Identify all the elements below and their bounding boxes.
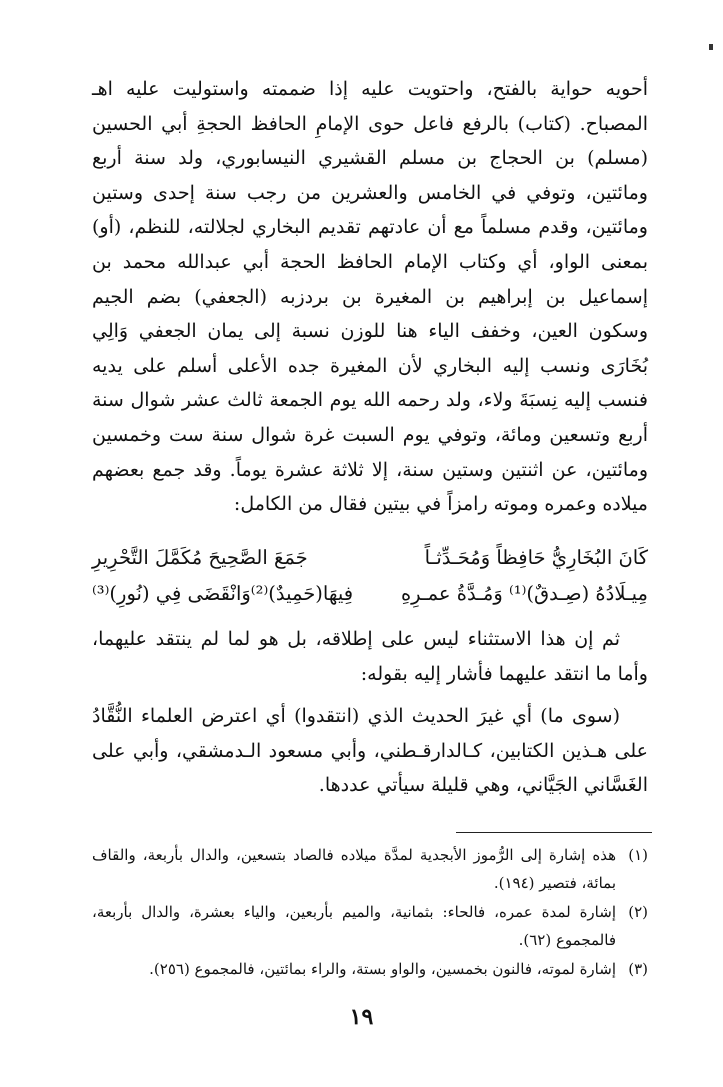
verse-line-1 <box>92 540 648 576</box>
verse-line-2 <box>92 576 648 612</box>
verse-2-second-hemistich: فِيهَا(حَمِيدٌ)⁽²⁾وَانْقَضَى فِي (نُورِ)⁽³⁾ <box>92 582 354 605</box>
footnote-2 <box>92 899 648 954</box>
main-paragraph: أحويه حواية بالفتح، واحتويت عليه إذا ضممته واستوليت عليه اهـ المصباح. (كتاب) بالرفع فاعل حوى الإمامِ الحافظ الحجةِ أبي الحسين (مسلم) بن الحجاج بن مسلم القشيري النيسابوري، ولد سنة أربع ومائتين، وتوفي في الخامس والعشرين من رجب سنة إحدى وستين ومائتين، وقدم مسلماً مع أن عادتهم تقديم البخاري لجلالته، للنظم، (أو) بمعنى الواو، أي وكتاب الإمام الحافظ الحجة أبي عبدالله محمد بن إسماعيل بن إبراهيم بن المغيرة بن بردزبه (الجعفي) بضم الجيم وسكون العين، وخفف الياء هنا للوزن نسبة إلى يمان الجعفي وَالِي بُخَارَى ونسب إليه البخاري لأن المغيرة جده الأعلى أسلم على يديه فنسب إليه نِسبَةَ ولاء، ولد رحمه الله يوم الجمعة ثالث عشر شوال سنة أربع وتسعين ومائة، وتوفي يوم السبت غرة شوال سنة ست وخمسين ومائتين، عن اثنتين وستين سنة، إلا ثلاثة عشرة يوماً. وقد جمع بعضهم ميلاده وعمره وموته رامزاً في بيتين فقال من الكامل: <box>92 78 648 516</box>
continuation-paragraph-2: (سوى ما) أي غيرَ الحديث الذي (انتقدوا) أي اعترض العلماء النُّقَّادُ على هـذين الكتابين، كـالدارقـطني، وأبي مسعود الـدمشقي، وأبي على الغَسَّاني الجَيَّاني، وهي قليلة سيأتي عددها. <box>92 705 648 797</box>
verse-2-first-hemistich: مِيـلَادُهُ (صِـدقٌ)⁽¹⁾ وَمُـدَّةُ عمـرِهِ <box>400 582 648 605</box>
page-edge-mark <box>709 44 713 50</box>
footnotes <box>92 842 648 986</box>
verse-1-second-hemistich: جَمَعَ الصَّحِيحَ مُكَمَّلَ التَّحْرِيرِ <box>92 546 308 569</box>
footnote-2-text: إشارة لمدة عمره، فالحاء: بثمانية، والميم بأربعين، والياء بعشرة، والدال بأربعة، فالمجموع (٦٢). <box>92 903 616 949</box>
continuation-text <box>92 622 648 811</box>
page-number: ١٩ <box>349 1004 374 1030</box>
continuation-paragraph-1: ثم إن هذا الاستثناء ليس على إطلاقه، بل هو لما لم ينتقد عليهما، وأما ما انتقد عليهما فأشار إليه بقوله: <box>92 628 648 685</box>
footnote-3-text: إشارة لموته، فالنون بخمسين، والواو بستة، والراء بمائتين، فالمجموع (٢٥٦). <box>149 960 616 978</box>
footnote-divider <box>456 832 652 833</box>
footnote-1-text: هذه إشارة إلى الرُّموز الأبجدية لمدَّة ميلاده فالصاد بتسعين، والدال بأربعة، والقاف بمائة، فتصير (١٩٤). <box>92 846 616 892</box>
main-text <box>92 72 648 522</box>
footnote-1-number: (١) <box>628 846 648 864</box>
footnote-3 <box>92 956 648 984</box>
poem-verses <box>92 540 648 612</box>
verse-1-first-hemistich: كَانَ البُخَارِيُّ حَافِظاً وَمُحَـدِّثـاً <box>424 546 648 569</box>
footnote-3-number: (٣) <box>628 960 648 978</box>
footnote-2-number: (٢) <box>628 903 648 921</box>
footnote-1 <box>92 842 648 897</box>
